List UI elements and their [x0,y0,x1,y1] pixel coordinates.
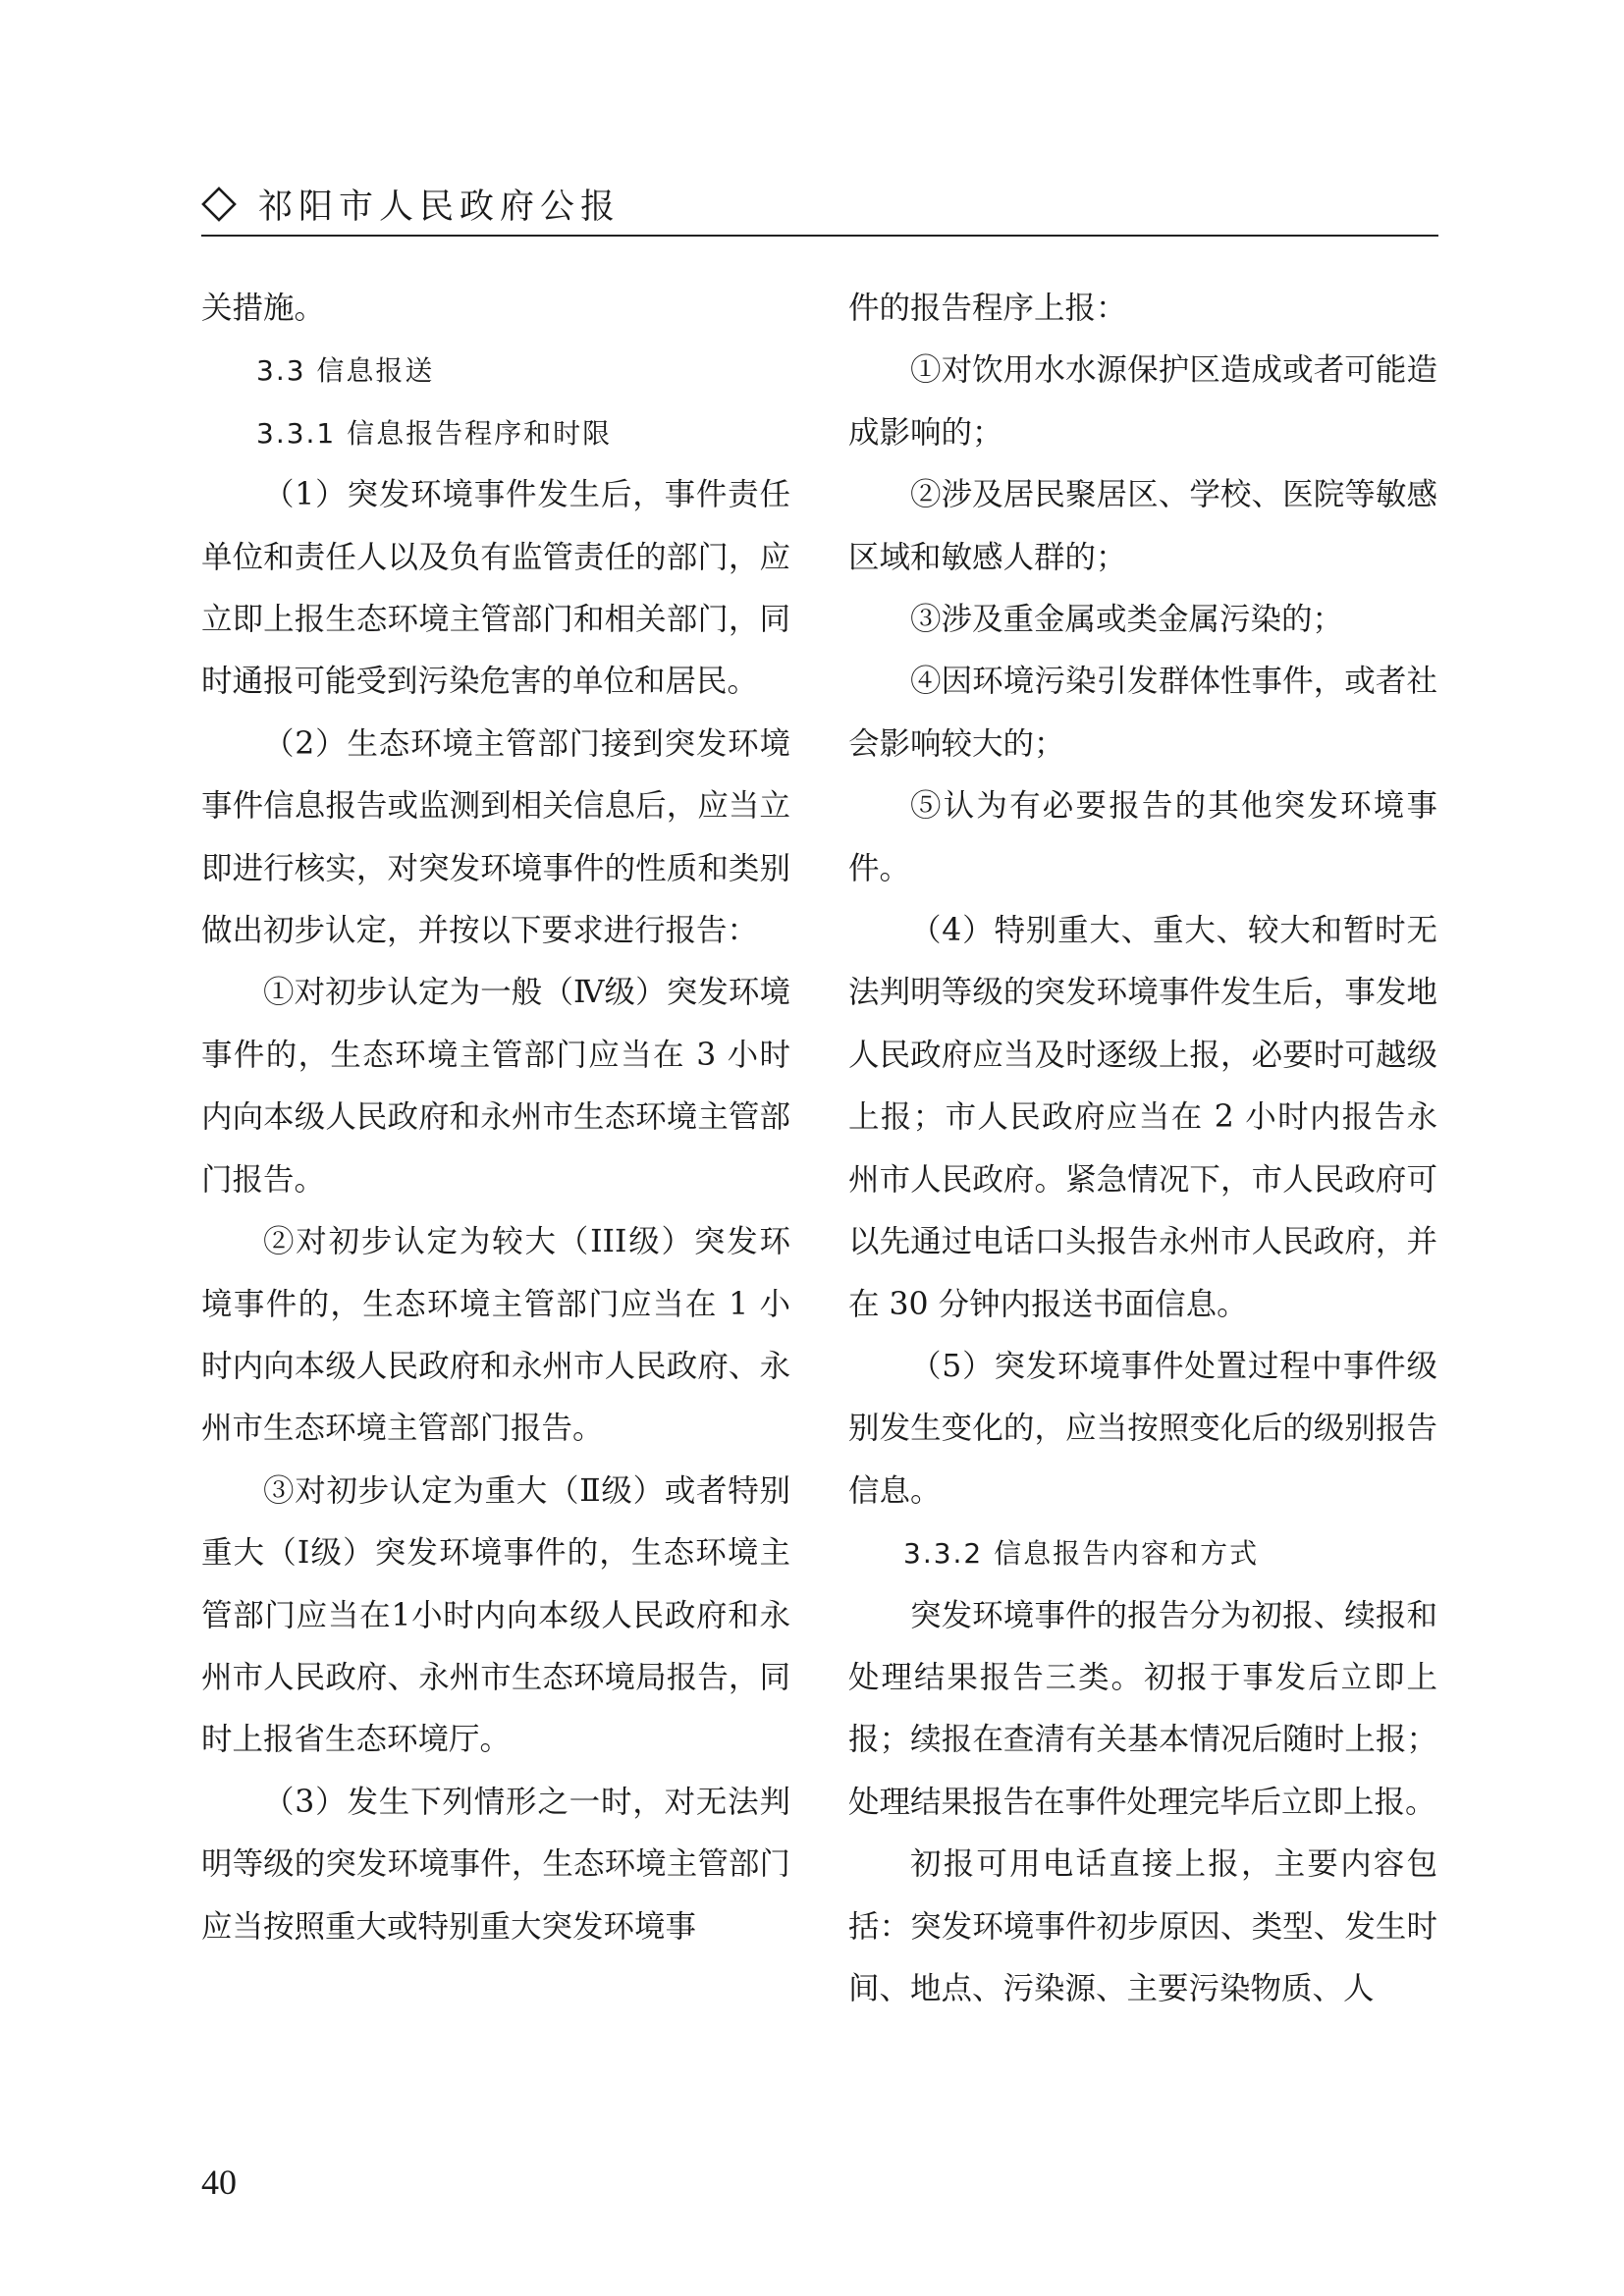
body-paragraph: ③涉及重金属或类金属污染的； [910,602,1344,638]
left-column [201,278,790,1958]
body-paragraph: （2）生态环境主管部门接到突发环境事件信息报告或监测到相关信息后，应当立即进行核实，对突发环境事件的性质和类别做出初步认定，并按以下要求进行报告： [201,725,790,949]
body-paragraph: （4）特别重大、重大、较大和暂时无法判明等级的突发环境事件发生后，事发地人民政府应当及时逐级上报，必要时可越级上报；市人民政府应当在 2 小时内报告永州市人民政府。紧急情况下，市人民政府可以先通过电话口头报告永州市人民政府，并在 30 分钟内报送书面信息。 [848,913,1437,1322]
section-heading: 3.3.2 信息报告内容和方式 [903,1537,1260,1571]
body-paragraph: 突发环境事件的报告分为初报、续报和处理结果报告三类。初报于事发后立即上报；续报在查清有关基本情况后随时上报；处理结果报告在事件处理完毕后立即上报。 [848,1597,1437,1820]
header-rule [201,235,1438,237]
body-paragraph: 关措施。 [201,291,326,326]
publication-title: 祁阳市人民政府公报 [258,187,622,227]
section-heading: 3.3 信息报送 [256,354,435,388]
diamond-icon [201,187,237,222]
section-heading: 3.3.1 信息报告程序和时限 [256,416,613,450]
body-paragraph: 初报可用电话直接上报，主要内容包括：突发环境事件初步原因、类型、发生时间、地点、污染源、主要污染物质、人 [848,1846,1437,2006]
body-paragraph: ②涉及居民聚居区、学校、医院等敏感区域和敏感人群的； [848,477,1437,575]
body-paragraph: （3）发生下列情形之一时，对无法判明等级的突发环境事件，生态环境主管部门应当按照重大或特别重大突发环境事 [201,1784,790,1945]
body-paragraph: （5）突发环境事件处置过程中事件级别发生变化的，应当按照变化后的级别报告信息。 [848,1348,1437,1509]
body-paragraph: （1）突发环境事件发生后，事件责任单位和责任人以及负有监管责任的部门，应立即上报生态环境主管部门和相关部门，同时通报可能受到污染危害的单位和居民。 [201,477,790,700]
body-paragraph: 件的报告程序上报： [848,291,1127,326]
body-paragraph: ①对饮用水水源保护区造成或者可能造成影响的； [848,352,1437,451]
body-paragraph: ⑤认为有必要报告的其他突发环境事件。 [848,788,1437,886]
body-paragraph: ①对初步认定为一般（Ⅳ级）突发环境事件的，生态环境主管部门应当在 3 小时内向本级人民政府和永州市生态环境主管部门报告。 [201,975,790,1198]
page-header [201,175,1438,234]
right-column [848,278,1437,2020]
body-paragraph: ④因环境污染引发群体性事件，或者社会影响较大的； [848,664,1437,762]
body-paragraph: ③对初步认定为重大（Ⅱ级）或者特别重大（Ⅰ级）突发环境事件的，生态环境主管部门应当在1小时内向本级人民政府和永州市人民政府、永州市生态环境局报告，同时上报省生态环境厅。 [201,1472,790,1758]
body-paragraph: ②对初步认定为较大（III级）突发环境事件的，生态环境主管部门应当在 1 小时内向本级人民政府和永州市人民政府、永州市生态环境主管部门报告。 [201,1224,790,1447]
page-number: 40 [201,2163,237,2202]
